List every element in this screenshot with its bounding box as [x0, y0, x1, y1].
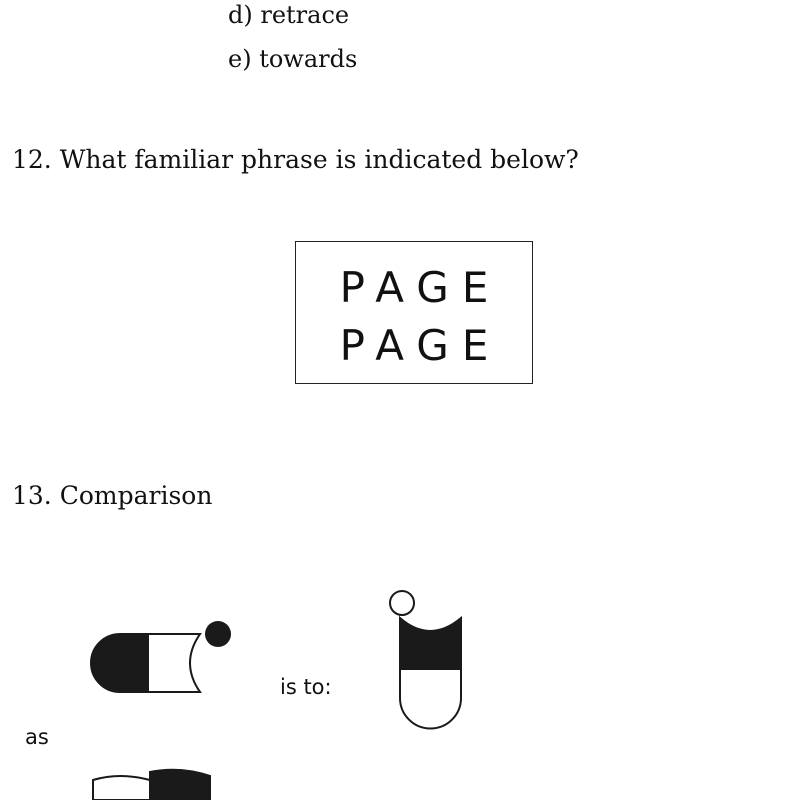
question-12-heading: 12. What familiar phrase is indicated below?: [12, 145, 579, 174]
page-puzzle-box: [295, 241, 533, 384]
as-label: as: [25, 725, 49, 749]
answer-option-d: d) retrace: [228, 1, 350, 29]
page-puzzle-line-2: PAGE: [339, 321, 502, 370]
page-puzzle-line-1: PAGE: [339, 263, 502, 312]
is-to-label: is to:: [280, 675, 332, 699]
analogy-figure-1: [88, 618, 238, 698]
question-13-heading: 13. Comparison: [12, 481, 213, 510]
analogy-figure-3: [90, 768, 220, 800]
analogy-figure-2: [385, 588, 475, 733]
answer-option-e: e) towards: [228, 45, 358, 73]
